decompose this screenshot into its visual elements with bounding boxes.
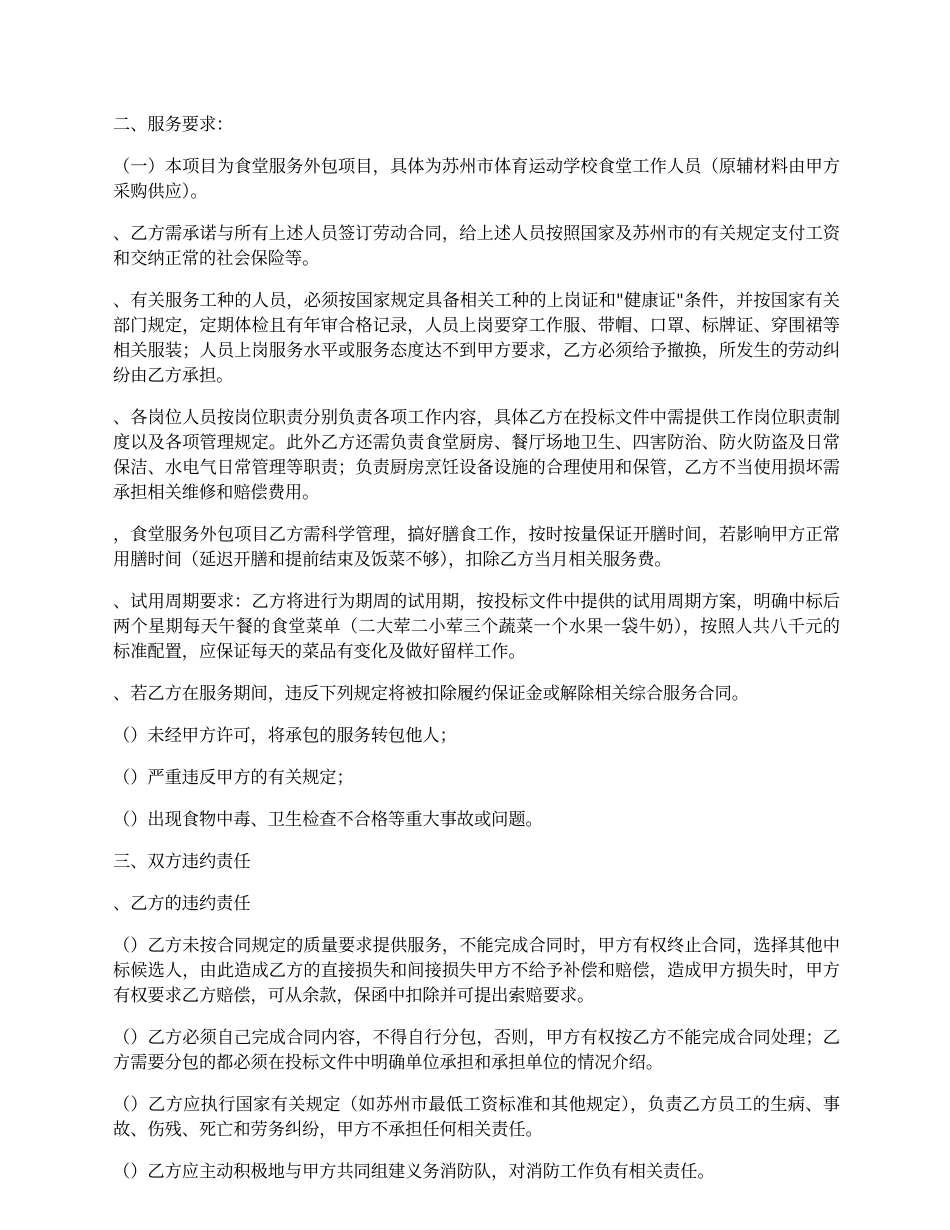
list-item-no-subcontracting: （）乙方必须自己完成合同内容，不得自行分包，否则，甲方有权按乙方不能完成合同处理；乙方需要分包的都必须在投标文件中明确单位承担和承担单位的情况介绍。 [113, 1028, 840, 1073]
paragraph-meal-management: ，食堂服务外包项目乙方需科学管理，搞好膳食工作，按时按量保证开膳时间，若影响甲方正常用膳时间（延迟开膳和提前结束及饭菜不够），扣除乙方当月相关服务费。 [113, 525, 840, 570]
paragraph-trial-period: 、试用周期要求：乙方将进行为期周的试用期，按投标文件中提供的试用周期方案，明确中标后两个星期每天午餐的食堂菜单（二大荤二小荤三个蔬菜一个水果一袋牛奶），按照人共八千元的标准配置，应保证每天的菜品有变化及做好留样工作。 [113, 592, 840, 662]
paragraph-violation-rules: 、若乙方在服务期间，违反下列规定将被扣除履约保证金或解除相关综合服务合同。 [113, 684, 749, 704]
list-item-quality-breach: （）乙方未按合同规定的质量要求提供服务，不能完成合同时，甲方有权终止合同，选择其他中标候选人，由此造成乙方的直接损失和间接损失甲方不给予补偿和赔偿，造成甲方损失时，甲方有权要求乙方赔偿，可从余款，保函中扣除并可提出索赔要求。 [113, 936, 840, 1006]
list-item-fire-brigade: （）乙方应主动积极地与甲方共同组建义务消防队，对消防工作负有相关责任。 [113, 1162, 715, 1182]
section-heading-service-requirements: 二、服务要求： [113, 115, 234, 135]
paragraph-project-scope: （一）本项目为食堂服务外包项目，具体为苏州市体育运动学校食堂工作人员（原辅材料由甲方采购供应）。 [113, 157, 840, 202]
paragraph-labor-contract: 、乙方需承诺与所有上述人员签订劳动合同，给上述人员按照国家及苏州市的有关规定支付工资和交纳正常的社会保险等。 [113, 224, 840, 269]
list-item-national-regulations: （）乙方应执行国家有关规定（如苏州市最低工资标准和其他规定），负责乙方员工的生病、事故、伤残、死亡和劳务纠纷，甲方不承担任何相关责任。 [113, 1095, 840, 1140]
document-page [113, 113, 840, 1202]
subheading-party-b-liability: 、乙方的违约责任 [113, 894, 251, 914]
list-item-serious-violation: （）严重违反甲方的有关规定； [113, 768, 354, 788]
paragraph-post-responsibilities: 、各岗位人员按岗位职责分别负责各项工作内容，具体乙方在投标文件中需提供工作岗位职责制度以及各项管理规定。此外乙方还需负责食堂厨房、餐厅场地卫生、四害防治、防火防盗及日常保洁、水电气日常管理等职责；负责厨房烹饪设备设施的合理使用和保管，乙方不当使用损坏需承担相关维修和赔偿费用。 [113, 408, 840, 503]
list-item-subcontract: （）未经甲方许可，将承包的服务转包他人； [113, 726, 457, 746]
list-item-food-poisoning: （）出现食物中毒、卫生检查不合格等重大事故或问题。 [113, 810, 543, 830]
paragraph-staff-certification: 、有关服务工种的人员，必须按国家规定具备相关工种的上岗证和"健康证"条件，并按国家有关部门规定，定期体检且有年审合格记录，人员上岗要穿工作服、带帽、口罩、标牌证、穿围裙等相关服装；人员上岗服务水平或服务态度达不到甲方要求，乙方必须给予撤换，所发生的劳动纠纷由乙方承担。 [113, 291, 840, 386]
section-heading-breach-liability: 三、双方违约责任 [113, 852, 251, 872]
